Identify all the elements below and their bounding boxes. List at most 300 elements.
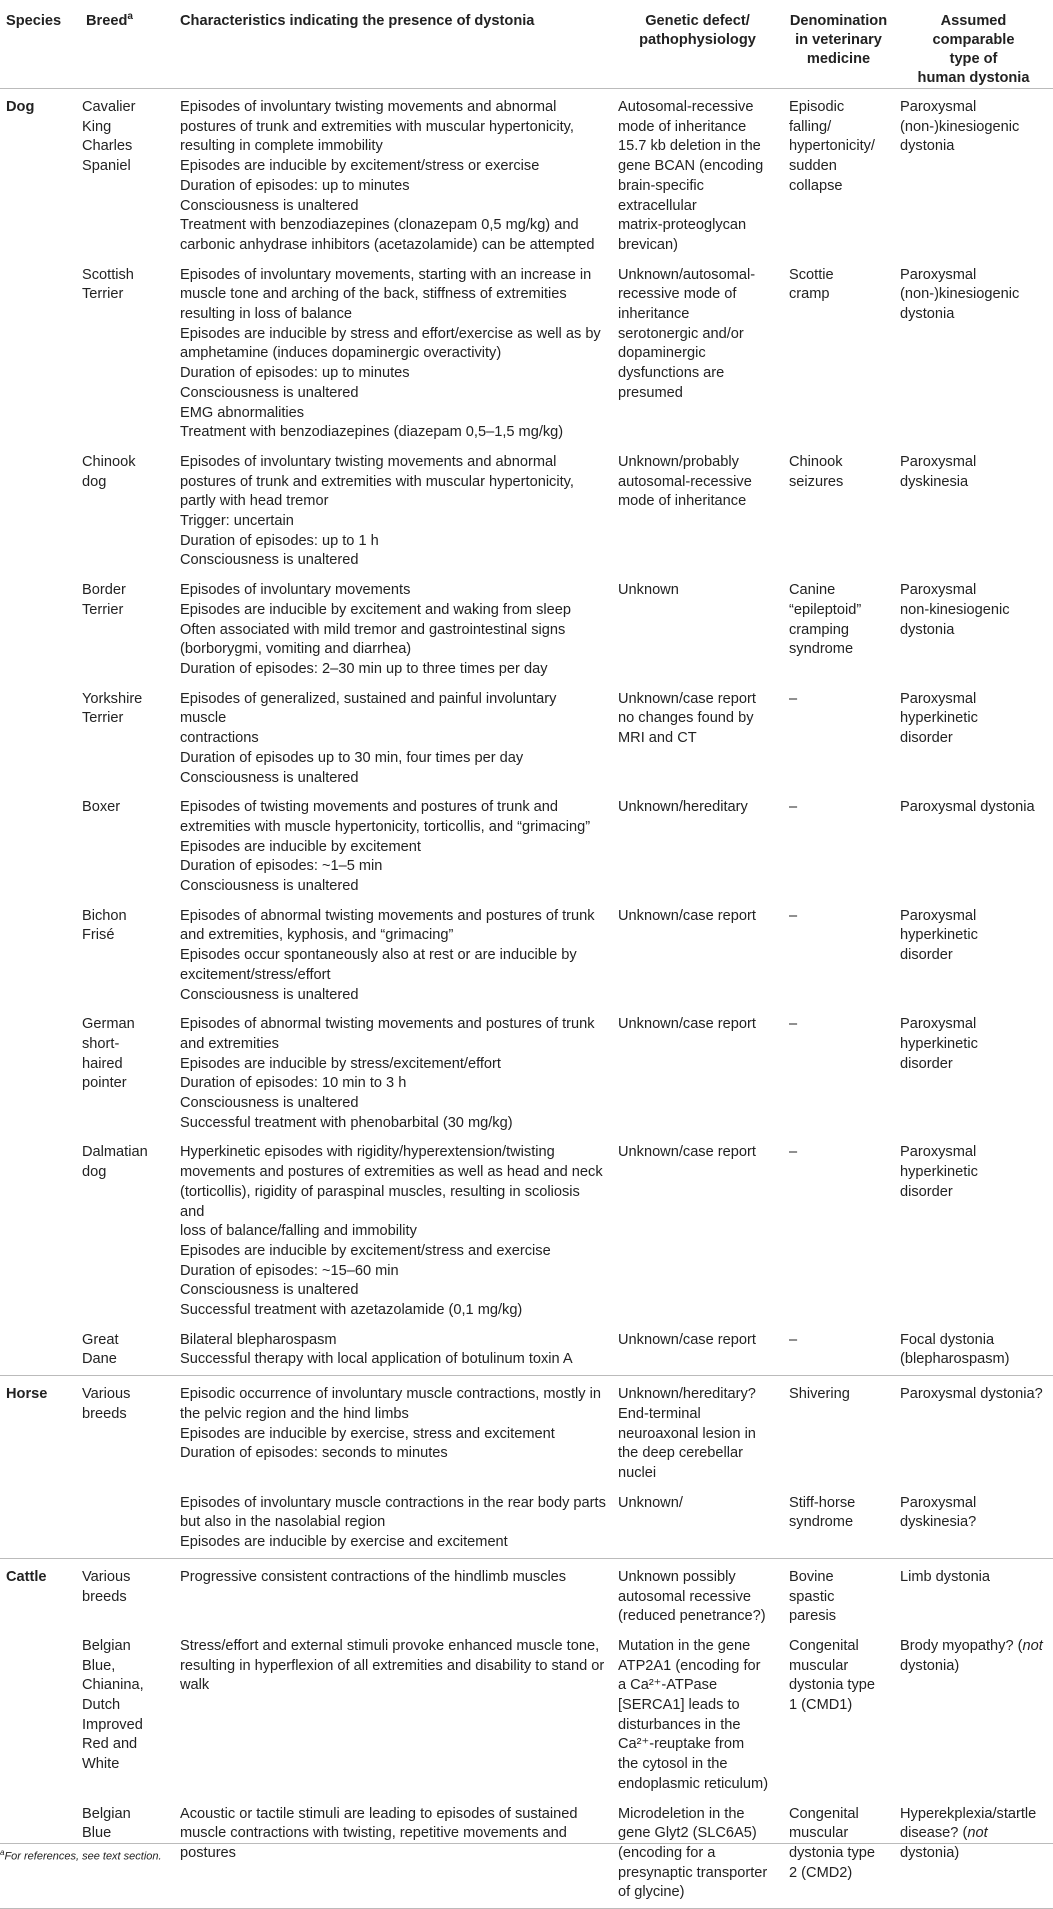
breed-line: Improved — [82, 1716, 143, 1733]
denomination-line: 1 (CMD1) — [789, 1697, 853, 1714]
characteristics-cell — [171, 89, 612, 261]
characteristic-line: Hyperkinetic episodes with rigidity/hyperextension/twisting — [180, 1144, 555, 1161]
characteristic-line: movements and postures of extremities as well as head and neck — [180, 1164, 603, 1181]
denomination-line: sudden — [789, 158, 837, 175]
genetic-cell — [612, 1632, 783, 1800]
genetic-line: gene Glyt2 (SLC6A5) — [618, 1825, 757, 1842]
breed-line: German — [82, 1016, 135, 1033]
breed-line: Various — [82, 1568, 131, 1585]
characteristic-line: walk — [180, 1677, 210, 1694]
breed-line: Dutch — [82, 1697, 121, 1714]
human-dystonia-line: (non-)kinesiogenic — [900, 286, 1020, 303]
characteristic-line: Episodes of involuntary movements — [180, 582, 411, 599]
characteristic-line: Episodes are inducible by excitement and waking from sleep — [180, 601, 572, 618]
header-line: pathophysiology — [639, 32, 756, 48]
human-dystonia-line: Paroxysmal hyperkinetic — [900, 907, 978, 944]
characteristic-line: Duration of episodes: 10 min to 3 h — [180, 1075, 407, 1092]
breed-cell — [80, 576, 171, 685]
characteristic-line: Trigger: uncertain — [180, 513, 294, 530]
table-row — [0, 1138, 1053, 1325]
genetic-line: presumed — [618, 384, 683, 401]
genetic-line: 15.7 kb deletion in the — [618, 138, 761, 155]
genetic-line: Unknown — [618, 582, 679, 599]
genetic-line: Unknown/case report — [618, 1331, 756, 1348]
table-row — [0, 89, 1053, 261]
characteristic-line: the pelvic region and the hind limbs — [180, 1405, 409, 1422]
human-dystonia-cell — [894, 1326, 1053, 1376]
characteristic-line: Duration of episodes: up to minutes — [180, 177, 410, 194]
header-breed: Breed$^a$ — [80, 0, 171, 89]
genetic-line: Microdeletion in the — [618, 1805, 745, 1822]
table-row — [0, 1376, 1053, 1489]
breed-line: dog — [82, 473, 107, 490]
characteristic-line: Episodes of involuntary muscle contractions in the rear body parts — [180, 1494, 606, 1511]
human-dystonia-cell — [894, 1558, 1053, 1632]
human-dystonia-line: disorder — [900, 730, 953, 747]
breed-line: King — [82, 118, 112, 135]
human-dystonia-cell — [894, 1489, 1053, 1559]
characteristic-line: resulting in complete immobility — [180, 138, 383, 155]
characteristic-line: Episodes of involuntary twisting movements and abnormal — [180, 99, 557, 115]
breed-line: Bichon — [82, 907, 127, 924]
human-dystonia-line: dystonia — [900, 306, 955, 323]
denomination-line: paresis — [789, 1608, 837, 1625]
characteristic-line: Consciousness is unaltered — [180, 384, 359, 401]
table-row — [0, 1326, 1053, 1376]
genetic-line: Unknown/ — [618, 1494, 683, 1511]
human-dystonia-line: (non-)kinesiogenic — [900, 118, 1020, 135]
breed-cell — [80, 1489, 171, 1559]
breed-line: Boxer — [82, 799, 121, 816]
genetic-line: ATP2A1 (encoding for — [618, 1657, 761, 1674]
characteristic-line: and extremities — [180, 1035, 279, 1052]
denomination-line: Bovine — [789, 1568, 834, 1585]
genetic-cell — [612, 1376, 783, 1489]
characteristic-line: Episodes of involuntary movements, starting with an increase in — [180, 266, 592, 283]
genetic-line: inheritance — [618, 306, 690, 323]
table-row — [0, 261, 1053, 448]
table-row — [0, 1558, 1053, 1632]
genetic-line: brevican) — [618, 236, 679, 253]
characteristic-line: excitement/stress/effort — [180, 966, 331, 983]
human-dystonia-line: (blepharospasm) — [900, 1351, 1010, 1368]
human-dystonia-line: disorder — [900, 947, 953, 964]
breed-cell — [80, 89, 171, 261]
human-dystonia-cell — [894, 261, 1053, 448]
human-dystonia-line: Paroxysmal dystonia — [900, 799, 1035, 816]
denomination-line: muscular — [789, 1825, 849, 1842]
breed-line: Chianina, — [82, 1677, 144, 1694]
characteristic-line: contractions — [180, 730, 259, 747]
breed-line: Belgian — [82, 1805, 131, 1822]
characteristic-line: Consciousness is unaltered — [180, 986, 359, 1003]
species-cell: Horse — [6, 1386, 48, 1403]
genetic-line: extracellular — [618, 197, 697, 214]
characteristic-line: Episodes of abnormal twisting movements and postures of trunk — [180, 1016, 595, 1033]
characteristic-line: resulting in hyperflexion of all extremities and disability to stand or — [180, 1657, 605, 1674]
genetic-line: gene BCAN (encoding — [618, 158, 764, 175]
denomination-line: hypertonicity/ — [789, 138, 875, 155]
characteristic-line: Consciousness is unaltered — [180, 1095, 359, 1112]
footnote: $^a$For references, see text section. — [0, 1848, 162, 1863]
breed-line: haired — [82, 1055, 123, 1072]
denomination-line: syndrome — [789, 641, 854, 658]
species-cell — [0, 685, 80, 794]
human-dystonia-line: disorder — [900, 1055, 953, 1072]
characteristic-line: Episodic occurrence of involuntary muscle contractions, mostly in — [180, 1386, 601, 1403]
characteristics-cell — [171, 576, 612, 685]
characteristic-line: Episodes of involuntary twisting movements and abnormal — [180, 453, 557, 470]
denomination-line: collapse — [789, 177, 843, 194]
denomination-cell — [783, 261, 894, 448]
genetic-line: neuroaxonal lesion in — [618, 1425, 756, 1442]
denomination-line: Shivering — [789, 1386, 850, 1403]
characteristics-cell — [171, 1138, 612, 1325]
breed-line: Scottish — [82, 266, 134, 283]
denomination-line: Congenital — [789, 1805, 859, 1822]
denomination-line: cramping — [789, 621, 850, 638]
characteristic-line: muscle tone and arching of the back, stiffness of extremities — [180, 286, 567, 303]
characteristic-line: Episodes are inducible by stress/excitement/effort — [180, 1055, 501, 1072]
genetic-line: the deep cerebellar — [618, 1445, 743, 1462]
characteristics-cell — [171, 1326, 612, 1376]
human-dystonia-line: Paroxysmal hyperkinetic — [900, 1016, 978, 1052]
characteristic-line: Duration of episodes: up to minutes — [180, 365, 410, 382]
characteristic-line: (borborygmi, vomiting and diarrhea) — [180, 641, 412, 658]
characteristic-line: Stress/effort and external stimuli provoke enhanced muscle tone, — [180, 1637, 600, 1654]
header-denomination — [783, 0, 894, 89]
human-dystonia-line: disease? (not dystonia) — [900, 1825, 988, 1861]
breed-line: Yorkshire — [82, 690, 143, 707]
denomination-line: 2 (CMD2) — [789, 1864, 853, 1881]
genetic-line: Unknown/case report — [618, 907, 756, 924]
genetic-line: (encoding for a — [618, 1844, 716, 1861]
characteristic-line: Episodes are inducible by stress and effort/exercise as well as by — [180, 325, 601, 342]
characteristic-line: extremities with muscle hypertonicity, torticollis, and “grimacing” — [180, 818, 591, 835]
characteristic-line: (torticollis), rigidity of paraspinal muscles, resulting in scoliosis and — [180, 1183, 580, 1220]
header-species: Species — [0, 0, 80, 89]
characteristic-line: postures of trunk and extremities with muscular hypertonicity, — [180, 118, 574, 135]
characteristic-line: Often associated with mild tremor and gastrointestinal signs — [180, 621, 566, 638]
characteristic-line: Treatment with benzodiazepines (clonazepam 0,5 mg/kg) and — [180, 217, 579, 234]
human-dystonia-cell — [894, 1800, 1053, 1909]
breed-line: Cavalier — [82, 99, 136, 115]
denomination-cell — [783, 576, 894, 685]
genetic-cell — [612, 261, 783, 448]
characteristics-cell — [171, 261, 612, 448]
characteristic-line: amphetamine (induces dopaminergic overactivity) — [180, 345, 502, 362]
human-dystonia-line: dystonia — [900, 621, 955, 638]
breed-line: Red and — [82, 1736, 138, 1753]
characteristic-line: Episodes are inducible by exercise, stress and excitement — [180, 1425, 555, 1442]
denomination-cell — [783, 1632, 894, 1800]
human-dystonia-cell — [894, 576, 1053, 685]
characteristic-line: Progressive consistent contractions of the hindlimb muscles — [180, 1568, 567, 1585]
characteristic-line: Episodes of abnormal twisting movements and postures of trunk — [180, 907, 595, 924]
genetic-line: nuclei — [618, 1465, 657, 1481]
characteristic-line: Episodes are inducible by exercise and excitement — [180, 1534, 508, 1551]
genetic-cell — [612, 685, 783, 794]
breed-line: Terrier — [82, 286, 124, 303]
breed-line: breeds — [82, 1405, 127, 1422]
breed-cell — [80, 1376, 171, 1489]
denomination-line: falling/ — [789, 118, 832, 135]
denomination-line: – — [789, 907, 798, 924]
denomination-cell — [783, 1800, 894, 1909]
species-cell — [0, 1138, 80, 1325]
human-dystonia-cell — [894, 1376, 1053, 1489]
characteristic-line: resulting in loss of balance — [180, 306, 352, 323]
human-dystonia-line: Paroxysmal — [900, 582, 977, 599]
human-dystonia-cell — [894, 89, 1053, 261]
denomination-line: – — [789, 690, 798, 707]
breed-cell — [80, 1010, 171, 1138]
denomination-cell — [783, 1558, 894, 1632]
genetic-line: mode of inheritance — [618, 118, 747, 135]
header-characteristics: Characteristics indicating the presence of dystonia — [171, 0, 612, 89]
human-dystonia-line: dystonia) — [900, 1657, 960, 1674]
human-dystonia-cell — [894, 1138, 1053, 1325]
table-row — [0, 793, 1053, 902]
characteristics-cell — [171, 1010, 612, 1138]
breed-cell — [80, 902, 171, 1011]
genetic-line: End-terminal — [618, 1405, 701, 1422]
human-dystonia-line: disorder — [900, 1183, 953, 1200]
characteristic-line: Duration of episodes: ~15–60 min — [180, 1262, 399, 1279]
characteristic-line: Successful therapy with local application of botulinum toxin A — [180, 1351, 573, 1368]
genetic-line: Unknown/case report — [618, 1144, 756, 1161]
genetic-line: presynaptic transporter — [618, 1864, 768, 1881]
breed-line: short- — [82, 1035, 120, 1052]
human-dystonia-cell — [894, 448, 1053, 576]
characteristic-line: Successful treatment with phenobarbital (30 mg/kg) — [180, 1114, 513, 1131]
characteristics-cell — [171, 1632, 612, 1800]
human-dystonia-line: Paroxysmal — [900, 266, 977, 283]
species-cell: Dog — [6, 99, 35, 115]
characteristic-line: muscle contractions with twisting, repetitive movements and — [180, 1825, 567, 1842]
human-dystonia-line: Paroxysmal — [900, 99, 977, 115]
breed-cell — [80, 1326, 171, 1376]
characteristics-cell — [171, 1558, 612, 1632]
genetic-cell — [612, 89, 783, 261]
header-line: Genetic defect/ — [645, 13, 750, 29]
denomination-line: Scottie — [789, 266, 834, 283]
species-cell — [0, 261, 80, 448]
genetic-line: Ca²⁺-reuptake from — [618, 1736, 745, 1753]
characteristic-line: Consciousness is unaltered — [180, 769, 359, 786]
denomination-line: “epileptoid” — [789, 601, 862, 618]
characteristic-line: Consciousness is unaltered — [180, 1282, 359, 1299]
genetic-line: Unknown/case report — [618, 690, 756, 707]
table-bottom-rule — [0, 1843, 1053, 1844]
characteristic-line: Episodes occur spontaneously also at rest or are inducible by — [180, 947, 577, 964]
species-cell — [0, 1489, 80, 1559]
breed-line: Terrier — [82, 601, 124, 618]
header-line: type of — [949, 51, 998, 67]
characteristic-line: loss of balance/falling and immobility — [180, 1223, 417, 1240]
table-row — [0, 1632, 1053, 1800]
denomination-line: Episodic — [789, 99, 845, 115]
genetic-line: MRI and CT — [618, 730, 697, 747]
breed-line: dog — [82, 1164, 107, 1181]
breed-line: Chinook — [82, 453, 136, 470]
table-row — [0, 685, 1053, 794]
genetic-cell — [612, 1010, 783, 1138]
genetic-cell — [612, 1326, 783, 1376]
characteristic-line: carbonic anhydrase inhibitors (acetazolamide) can be attempted — [180, 236, 595, 253]
human-dystonia-cell — [894, 793, 1053, 902]
characteristics-cell — [171, 1489, 612, 1559]
denomination-line: – — [789, 1331, 798, 1348]
header-row — [0, 0, 1053, 89]
genetic-line: no changes found by — [618, 710, 754, 727]
genetic-line: dysfunctions are — [618, 365, 725, 382]
human-dystonia-line: Focal dystonia — [900, 1331, 995, 1348]
characteristic-line: and extremities, kyphosis, and “grimacing” — [180, 927, 454, 944]
breed-line: Belgian — [82, 1637, 131, 1654]
denomination-cell — [783, 685, 894, 794]
human-dystonia-line: Paroxysmal hyperkinetic — [900, 1144, 978, 1181]
denomination-line: dystonia type — [789, 1677, 875, 1694]
genetic-line: autosomal-recessive — [618, 473, 752, 490]
characteristic-line: but also in the nasolabial region — [180, 1514, 386, 1531]
genetic-line: Unknown/autosomal- — [618, 266, 756, 283]
characteristics-cell — [171, 448, 612, 576]
header-human — [894, 0, 1053, 89]
characteristics-cell — [171, 685, 612, 794]
human-dystonia-line: non-kinesiogenic — [900, 601, 1010, 618]
breed-line: Great — [82, 1331, 119, 1348]
denomination-cell — [783, 793, 894, 902]
denomination-cell — [783, 1326, 894, 1376]
header-line: Denomination — [789, 13, 888, 29]
genetic-line: Unknown/hereditary? — [618, 1386, 756, 1403]
denomination-cell — [783, 89, 894, 261]
characteristic-line: EMG abnormalities — [180, 404, 305, 421]
denomination-line: Canine — [789, 582, 836, 599]
genetic-line: dopaminergic — [618, 345, 706, 362]
characteristic-line: Consciousness is unaltered — [180, 552, 359, 569]
characteristic-line: Episodes are inducible by excitement — [180, 838, 421, 855]
species-cell — [0, 1632, 80, 1800]
characteristic-line: Duration of episodes: seconds to minutes — [180, 1445, 448, 1462]
characteristic-line: postures — [180, 1844, 236, 1861]
genetic-line: brain-specific — [618, 177, 704, 194]
characteristic-line: Consciousness is unaltered — [180, 878, 359, 895]
characteristic-line: Episodes of generalized, sustained and painful involuntary muscle — [180, 690, 557, 727]
breed-line: White — [82, 1756, 120, 1773]
characteristic-line: Duration of episodes up to 30 min, four times per day — [180, 749, 524, 766]
genetic-line: Unknown/case report — [618, 1016, 756, 1033]
genetic-line: endoplasmic reticulum) — [618, 1775, 769, 1792]
genetic-line: a Ca²⁺-ATPase — [618, 1677, 718, 1694]
genetic-line: disturbances in the — [618, 1716, 741, 1733]
human-dystonia-line: dystonia — [900, 138, 955, 155]
breed-line: breeds — [82, 1588, 127, 1605]
genetic-line: of glycine) — [618, 1884, 685, 1901]
breed-cell — [80, 1632, 171, 1800]
genetic-cell — [612, 448, 783, 576]
genetic-line: Mutation in the gene — [618, 1637, 751, 1654]
characteristic-line: Successful treatment with azetazolamide (0,1 mg/kg) — [180, 1302, 523, 1319]
human-dystonia-line: Paroxysmal dystonia? — [900, 1386, 1043, 1403]
human-dystonia-cell — [894, 685, 1053, 794]
breed-line: Various — [82, 1386, 131, 1403]
characteristic-line: Episodes are inducible by excitement/stress or exercise — [180, 158, 540, 175]
breed-cell — [80, 261, 171, 448]
human-dystonia-cell — [894, 1632, 1053, 1800]
denomination-line: Stiff-horse — [789, 1494, 856, 1511]
denomination-line: – — [789, 1144, 798, 1161]
breed-line: Frisé — [82, 927, 115, 944]
denomination-line: Chinook — [789, 453, 843, 470]
denomination-line: cramp — [789, 286, 830, 303]
genetic-line: Unknown possibly — [618, 1568, 736, 1585]
header-line: Assumed comparable — [932, 13, 1015, 48]
denomination-line: syndrome — [789, 1514, 854, 1531]
characteristic-line: Episodes of twisting movements and postures of trunk and — [180, 799, 559, 816]
breed-line: Spaniel — [82, 158, 131, 175]
table-row — [0, 576, 1053, 685]
denomination-cell — [783, 902, 894, 1011]
genetic-line: the cytosol in the — [618, 1756, 728, 1773]
genetic-cell — [612, 793, 783, 902]
breed-cell — [80, 1558, 171, 1632]
breed-cell — [80, 448, 171, 576]
breed-line: Dalmatian — [82, 1144, 148, 1161]
characteristic-line: Acoustic or tactile stimuli are leading to episodes of sustained — [180, 1805, 578, 1822]
denomination-line: – — [789, 1016, 798, 1033]
genetic-cell — [612, 1138, 783, 1325]
genetic-cell — [612, 576, 783, 685]
characteristics-cell — [171, 1376, 612, 1489]
human-dystonia-line: Paroxysmal hyperkinetic — [900, 690, 978, 727]
characteristic-line: Duration of episodes: ~1–5 min — [180, 858, 383, 875]
genetic-line: [SERCA1] leads to — [618, 1697, 740, 1714]
breed-line: pointer — [82, 1075, 127, 1092]
species-cell — [0, 902, 80, 1011]
human-dystonia-line: Limb dystonia — [900, 1568, 991, 1585]
denomination-cell — [783, 1138, 894, 1325]
denomination-line: – — [789, 799, 798, 816]
genetic-line: recessive mode of — [618, 286, 737, 303]
breed-line: Dane — [82, 1351, 117, 1368]
species-cell: Cattle — [6, 1568, 47, 1585]
breed-line: Border — [82, 582, 126, 599]
table-body — [0, 89, 1053, 1909]
characteristics-cell — [171, 793, 612, 902]
genetic-cell — [612, 1800, 783, 1909]
denomination-line: Congenital — [789, 1637, 859, 1654]
genetic-line: Unknown/hereditary — [618, 799, 748, 816]
breed-cell — [80, 685, 171, 794]
characteristics-cell — [171, 902, 612, 1011]
genetic-cell — [612, 1558, 783, 1632]
header-genetic — [612, 0, 783, 89]
breed-line: Blue — [82, 1825, 112, 1842]
genetic-line: Autosomal-recessive — [618, 99, 754, 115]
table-row — [0, 1010, 1053, 1138]
characteristic-line: partly with head tremor — [180, 493, 329, 510]
breed-cell — [80, 793, 171, 902]
denomination-cell — [783, 1376, 894, 1489]
denomination-line: dystonia type — [789, 1844, 875, 1861]
breed-line: Blue, — [82, 1657, 116, 1674]
characteristic-line: Duration of episodes: up to 1 h — [180, 532, 379, 549]
human-dystonia-line: Hyperekplexia/startle — [900, 1805, 1037, 1822]
characteristic-line: Duration of episodes: 2–30 min up to three times per day — [180, 660, 548, 677]
species-cell — [0, 448, 80, 576]
